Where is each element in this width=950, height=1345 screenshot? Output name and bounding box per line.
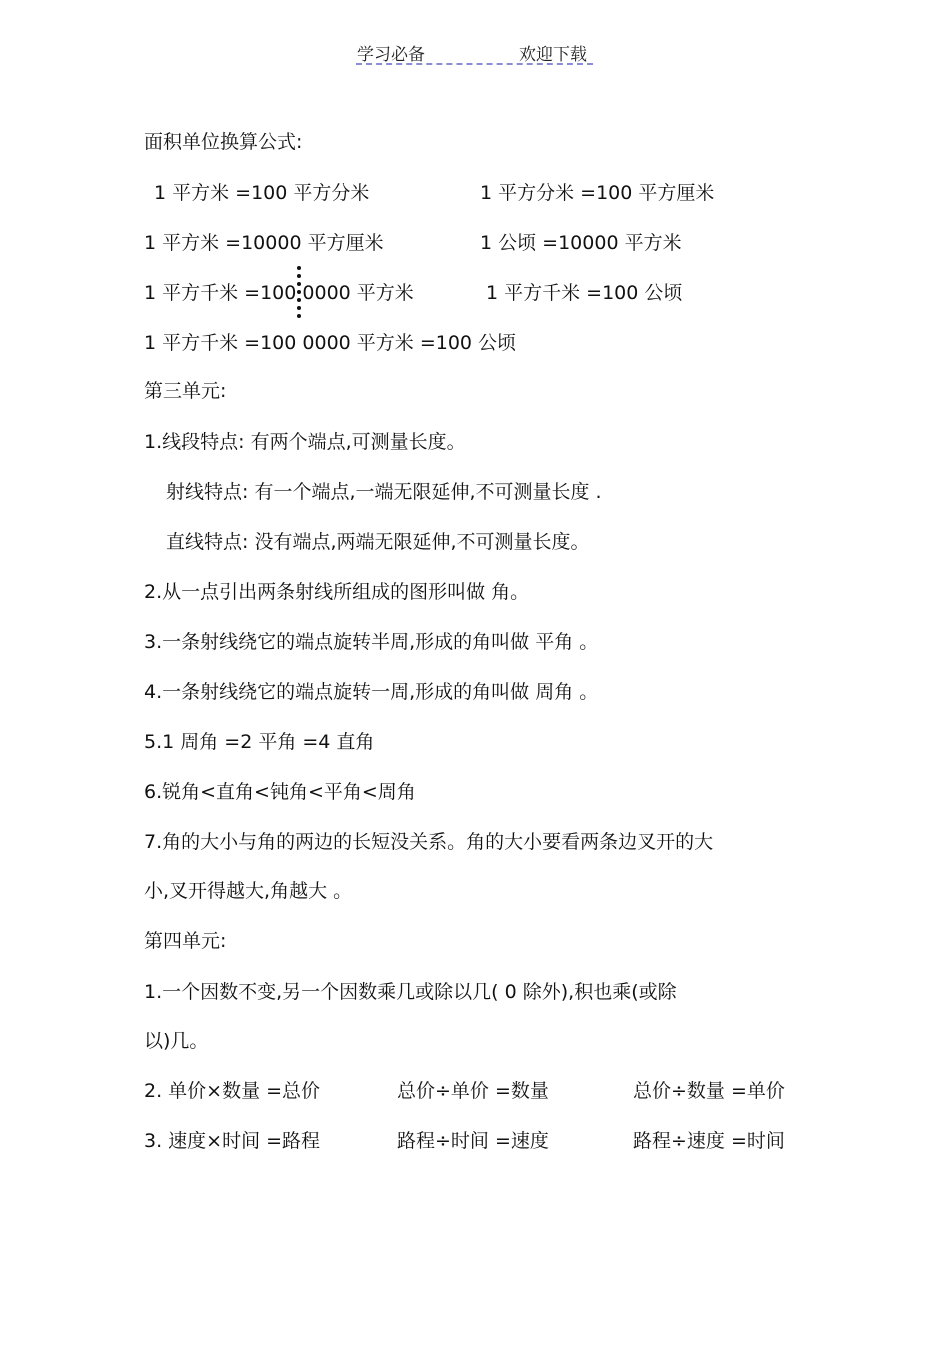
unit4-item-1-line2: 以)几。 (144, 1030, 209, 1052)
unit3-item-2: 2.从一点引出两条射线所组成的图形叫做 角。 (144, 581, 530, 603)
area-row-1-left: 1 平方米 =100 平方分米 (154, 182, 370, 204)
unit3-item-5: 5.1 周角 =2 平角 =4 直角 (144, 731, 375, 753)
unit3-item-6: 6.锐角<直角<钝角<平角<周角 (144, 781, 416, 803)
unit4-formula-2b: 总价÷单价 =数量 (397, 1080, 549, 1102)
header-dashed-rule (356, 63, 593, 65)
unit3-item-7-line2: 小,叉开得越大,角越大 。 (144, 880, 353, 902)
area-row-2-right: 1 公顷 =10000 平方米 (480, 232, 682, 254)
area-title: 面积单位换算公式: (144, 131, 303, 153)
unit3-item-ray: 射线特点: 有一个端点,一端无限延伸,不可测量长度 . (166, 481, 602, 503)
unit4-formula-2c: 总价÷数量 =单价 (633, 1080, 785, 1102)
area-full-line: 1 平方千米 =100 0000 平方米 =100 公顷 (144, 332, 517, 354)
unit3-item-1: 1.线段特点: 有两个端点,可测量长度。 (144, 431, 466, 453)
area-row-3-right: 1 平方千米 =100 公顷 (486, 282, 683, 304)
unit4-formula-3a: 3. 速度×时间 =路程 (144, 1130, 321, 1152)
area-row-1-right: 1 平方分米 =100 平方厘米 (480, 182, 715, 204)
area-row-3-left: 1 平方千米 =100 0000 平方米 (144, 282, 414, 304)
area-row-2-left: 1 平方米 =10000 平方厘米 (144, 232, 384, 254)
unit3-item-line: 直线特点: 没有端点,两端无限延伸,不可测量长度。 (166, 531, 590, 553)
unit4-item-1-line1: 1.一个因数不变,另一个因数乘几或除以几( 0 除外),积也乘(或除 (144, 981, 677, 1003)
header-right-text: 欢迎下载 (519, 45, 587, 65)
unit3-item-7-line1: 7.角的大小与角的两边的长短没关系。角的大小要看两条边叉开的大 (144, 831, 714, 853)
header-left-text: 学习必备 (357, 45, 425, 65)
unit4-title: 第四单元: (144, 930, 227, 952)
unit4-formula-3c: 路程÷速度 =时间 (633, 1130, 785, 1152)
unit3-title: 第三单元: (144, 380, 227, 402)
unit4-formula-3b: 路程÷时间 =速度 (397, 1130, 549, 1152)
unit4-formula-2a: 2. 单价×数量 =总价 (144, 1080, 321, 1102)
unit3-item-4: 4.一条射线绕它的端点旋转一周,形成的角叫做 周角 。 (144, 681, 599, 703)
dotted-vertical-mark (297, 266, 301, 318)
unit3-item-3: 3.一条射线绕它的端点旋转半周,形成的角叫做 平角 。 (144, 631, 599, 653)
